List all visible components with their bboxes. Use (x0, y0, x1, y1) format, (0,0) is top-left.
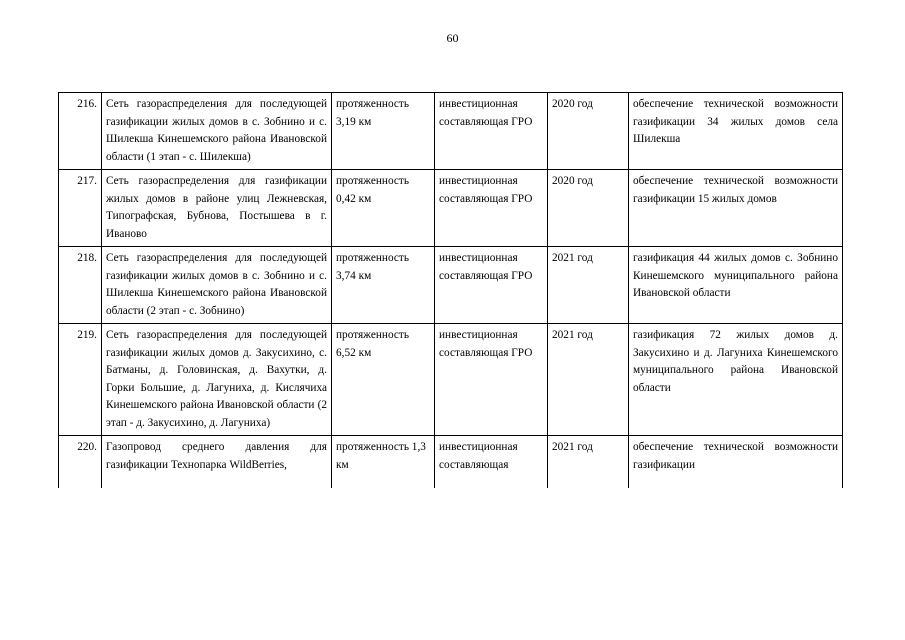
object-length: протяженность 3,19 км (332, 93, 435, 170)
table-row (59, 170, 843, 247)
table-row (59, 324, 843, 436)
funding-source: инвестиционная составляющая ГРО (435, 93, 548, 170)
object-name: Сеть газораспределения для последующей газификации жилых домов д. Закусихино, с. Батманы, д. Головинская, д. Вахутки, д. Горки Большие, д. Лагуниха, д. Кислячиха Кинешемского района Ивановской области (2 этап - д. Закусихино, д. Лагуниха) (102, 324, 332, 436)
row-number: 220. (59, 436, 102, 489)
object-length: протяженность 1,3 км (332, 436, 435, 489)
gas-projects-table (58, 92, 843, 488)
row-number: 216. (59, 93, 102, 170)
object-length: протяженность 6,52 км (332, 324, 435, 436)
expected-result: обеспечение технической возможности газификации (629, 436, 843, 489)
object-name: Сеть газораспределения для последующей газификации жилых домов в с. Зобнино и с. Шилекша Кинешемского района Ивановской области (1 этап - с. Шилекша) (102, 93, 332, 170)
object-name: Сеть газораспределения для газификации жилых домов в районе улиц Лежневская, Типографская, Бубнова, Постышева в г. Иваново (102, 170, 332, 247)
completion-year: 2020 год (548, 93, 629, 170)
expected-result: обеспечение технической возможности газификации 34 жилых домов села Шилекша (629, 93, 843, 170)
completion-year: 2021 год (548, 247, 629, 324)
expected-result: газификация 72 жилых домов д. Закусихино и д. Лагуниха Кинешемского муниципального района Ивановской области (629, 324, 843, 436)
object-length: протяженность 0,42 км (332, 170, 435, 247)
completion-year: 2021 год (548, 324, 629, 436)
table-row (59, 247, 843, 324)
funding-source: инвестиционная составляющая ГРО (435, 324, 548, 436)
row-number: 218. (59, 247, 102, 324)
table-row (59, 436, 843, 489)
row-number: 219. (59, 324, 102, 436)
funding-source: инвестиционная составляющая ГРО (435, 170, 548, 247)
page-number: 60 (446, 31, 459, 45)
object-name: Газопровод среднего давления для газификации Технопарка WildBerries, (102, 436, 332, 489)
row-number: 217. (59, 170, 102, 247)
funding-source: инвестиционная составляющая ГРО (435, 247, 548, 324)
completion-year: 2021 год (548, 436, 629, 489)
funding-source: инвестиционная составляющая (435, 436, 548, 489)
table-row (59, 93, 843, 170)
completion-year: 2020 год (548, 170, 629, 247)
object-length: протяженность 3,74 км (332, 247, 435, 324)
expected-result: обеспечение технической возможности газификации 15 жилых домов (629, 170, 843, 247)
object-name: Сеть газораспределения для последующей газификации жилых домов в с. Зобнино и с. Шилекша Кинешемского района Ивановской области (2 этап - с. Зобнино) (102, 247, 332, 324)
expected-result: газификация 44 жилых домов с. Зобнино Кинешемского муниципального района Ивановской области (629, 247, 843, 324)
